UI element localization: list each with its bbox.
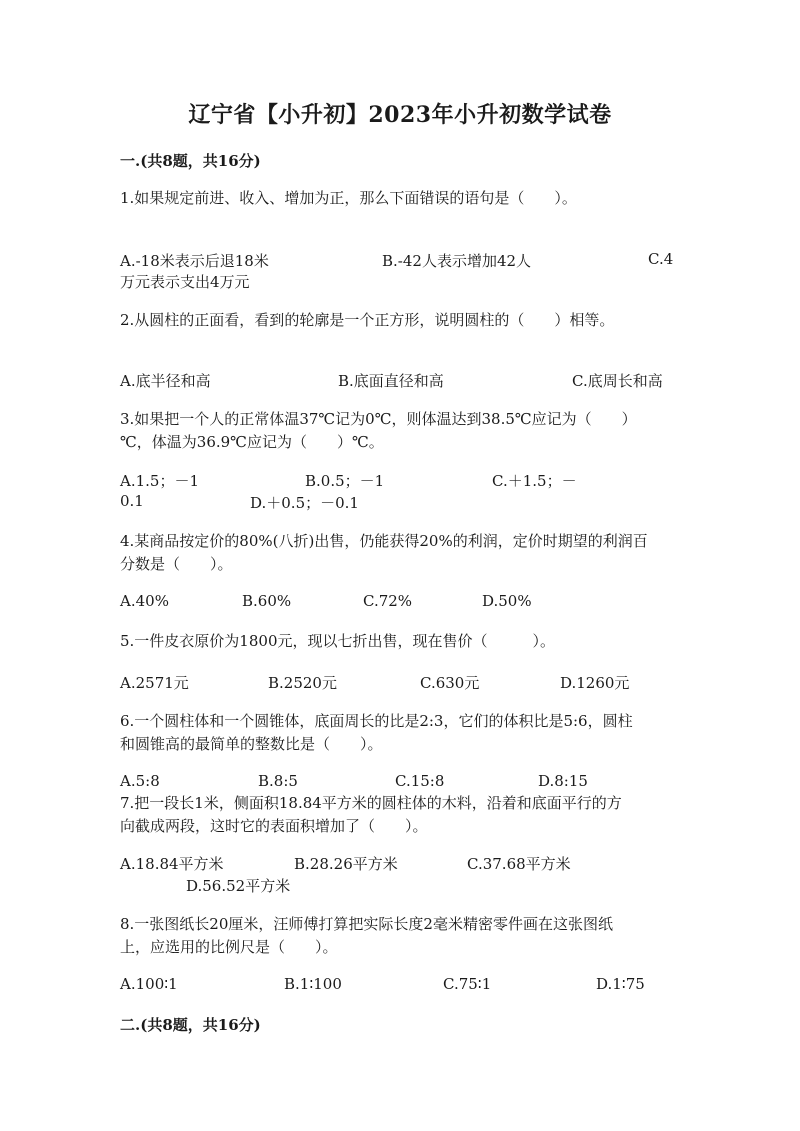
q3-option-a: A.1.5；－1 xyxy=(120,472,199,490)
q7-option-c: C.37.68平方米 xyxy=(467,855,571,873)
question-1: 1.如果规定前进、收入、增加为正，那么下面错误的语句是（ ）。 xyxy=(120,189,577,207)
q4-option-b: B.60% xyxy=(242,592,292,610)
section-1-heading: 一.(共8题，共16分) xyxy=(120,152,261,170)
q6-option-b: B.8:5 xyxy=(258,772,298,790)
question-8-line-2: 上，应选用的比例尺是（ ）。 xyxy=(120,938,338,956)
question-7-line-1: 7.把一段长1米，侧面积18.84平方米的圆柱体的木料，沿着和底面平行的方 xyxy=(120,794,622,812)
q2-option-a: A.底半径和高 xyxy=(120,372,211,390)
q5-option-c: C.630元 xyxy=(420,674,480,692)
question-5: 5.一件皮衣原价为1800元，现以七折出售，现在售价（ ）。 xyxy=(120,632,555,650)
q1-option-a: A.-18米表示后退18米 xyxy=(120,252,269,270)
q1-option-c-continued: 万元表示支出4万元 xyxy=(120,273,250,291)
q6-option-c: C.15:8 xyxy=(395,772,445,790)
q6-option-d: D.8:15 xyxy=(538,772,588,790)
q6-option-a: A.5:8 xyxy=(120,772,160,790)
q8-option-b: B.1∶100 xyxy=(284,975,342,993)
q8-option-d: D.1∶75 xyxy=(596,975,645,993)
q4-option-c: C.72% xyxy=(363,592,413,610)
q7-option-d: D.56.52平方米 xyxy=(186,877,291,895)
question-7 xyxy=(120,792,680,838)
question-8 xyxy=(120,913,680,959)
exam-title: 辽宁省【小升初】2023年小升初数学试卷 xyxy=(188,102,612,128)
q5-option-b: B.2520元 xyxy=(268,674,337,692)
q3-option-c-continued: 0.1 xyxy=(120,492,144,510)
q1-option-b: B.-42人表示增加42人 xyxy=(382,252,532,270)
question-3-line-2: ℃，体温为36.9℃应记为（ ）℃。 xyxy=(120,433,384,451)
q8-option-c: C.75∶1 xyxy=(443,975,492,993)
section-2-heading: 二.(共8题，共16分) xyxy=(120,1016,261,1034)
question-8-line-1: 8.一张图纸长20厘米，汪师傅打算把实际长度2毫米精密零件画在这张图纸 xyxy=(120,915,613,933)
question-6-line-1: 6.一个圆柱体和一个圆锥体，底面周长的比是2:3，它们的体积比是5:6，圆柱 xyxy=(120,712,633,730)
question-7-line-2: 向截成两段，这时它的表面积增加了（ ）。 xyxy=(120,817,428,835)
q4-option-d: D.50% xyxy=(482,592,532,610)
q7-option-b: B.28.26平方米 xyxy=(294,855,398,873)
q3-option-b: B.0.5；－1 xyxy=(305,472,385,490)
question-2: 2.从圆柱的正面看，看到的轮廓是一个正方形，说明圆柱的（ ）相等。 xyxy=(120,311,615,329)
q7-option-a: A.18.84平方米 xyxy=(120,855,224,873)
q3-option-c: C.＋1.5；－ xyxy=(492,472,577,490)
question-6 xyxy=(120,710,680,756)
q8-option-a: A.100∶1 xyxy=(120,975,178,993)
q2-option-b: B.底面直径和高 xyxy=(338,372,444,390)
q3-option-d: D.＋0.5；－0.1 xyxy=(250,494,359,512)
question-4-line-2: 分数是（ ）。 xyxy=(120,555,233,573)
question-4-line-1: 4.某商品按定价的80%(八折)出售，仍能获得20%的利润，定价时期望的利润百 xyxy=(120,532,648,550)
question-6-line-2: 和圆锥高的最简单的整数比是（ ）。 xyxy=(120,735,383,753)
question-3-line-1: 3.如果把一个人的正常体温37℃记为0℃，则体温达到38.5℃应记为（ ） xyxy=(120,410,637,428)
q4-option-a: A.40% xyxy=(120,592,169,610)
q5-option-d: D.1260元 xyxy=(560,674,630,692)
q5-option-a: A.2571元 xyxy=(120,674,189,692)
q1-option-c: C.4 xyxy=(648,250,674,268)
question-3 xyxy=(120,408,680,454)
q2-option-c: C.底周长和高 xyxy=(572,372,663,390)
question-4 xyxy=(120,530,680,576)
